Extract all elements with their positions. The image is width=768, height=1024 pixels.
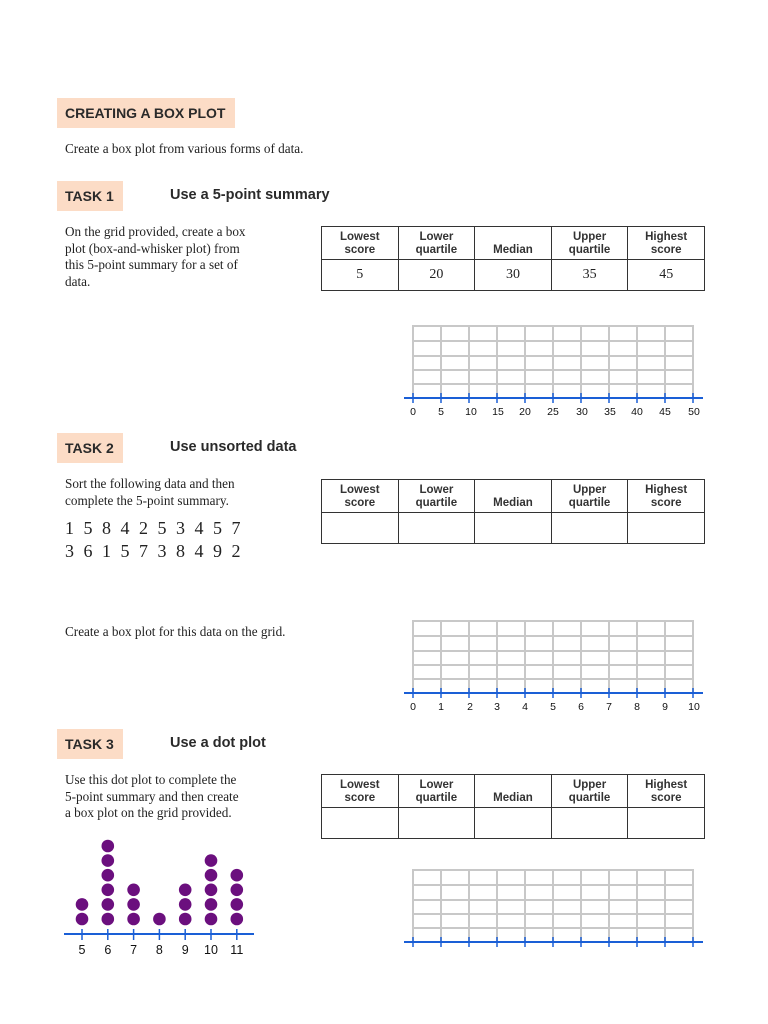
task2-instructions-line: Sort the following data and then (65, 476, 235, 491)
task2-instructions (65, 476, 235, 509)
task1-axis-tick-label: 10 (465, 406, 477, 418)
task1-grid[interactable] (400, 318, 710, 418)
dot-plot-dot (76, 898, 89, 911)
task1-axis-tick-label: 0 (410, 406, 416, 418)
input-highest-score[interactable] (628, 808, 705, 839)
header-highest-score: Highest score (628, 480, 705, 513)
input-lower-quartile[interactable] (398, 513, 475, 544)
task1-label-text: TASK 1 (65, 188, 114, 204)
dot-plot-dot (153, 913, 166, 926)
task1-instructions-line: On the grid provided, create a box (65, 224, 246, 239)
dot-plot-dot (127, 898, 140, 911)
task2-axis-tick-label: 0 (410, 701, 416, 713)
dot-plot-dot (102, 913, 115, 926)
task2-axis-tick-label: 10 (688, 701, 700, 713)
task2-axis-tick-label: 7 (606, 701, 612, 713)
task1-instructions-line: plot (box-and-whisker plot) from (65, 240, 240, 256)
header-highest-score: Highest score (628, 227, 705, 260)
task1-instructions (65, 224, 246, 290)
value-highest-score: 45 (628, 260, 705, 291)
task3-summary-table (321, 774, 705, 839)
task2-grid[interactable] (400, 613, 710, 713)
task1-axis-tick-label: 35 (604, 406, 616, 418)
dot-plot-dot (179, 898, 192, 911)
dot-plot-dot (205, 913, 218, 926)
dot-plot-dot (76, 913, 89, 926)
task1-axis-tick-label: 25 (547, 406, 559, 418)
header-lowest-score: Lowest score (322, 227, 399, 260)
input-median[interactable] (475, 513, 552, 544)
input-lowest-score[interactable] (322, 513, 399, 544)
dot-plot-dot (179, 913, 192, 926)
task2-label-text: TASK 2 (65, 440, 114, 456)
worksheet-title (57, 98, 235, 128)
dot-plot-tick-label: 11 (230, 943, 244, 957)
task3-instructions-line: Use this dot plot to complete the (65, 772, 237, 787)
header-highest-score: Highest score (628, 775, 705, 808)
dot-plot-dot (231, 898, 244, 911)
task2-grid-lines (413, 621, 693, 693)
task2-data-set (65, 517, 243, 563)
dot-plot-tick-label: 5 (78, 943, 86, 957)
header-upper-quartile: Upper quartile (551, 775, 628, 808)
task1-axis-tick-label: 50 (688, 406, 700, 418)
task2-data-row: 1 5 8 4 2 5 3 4 5 7 (65, 518, 243, 538)
dot-plot-dot (205, 898, 218, 911)
header-upper-quartile: Upper quartile (551, 480, 628, 513)
task3-instructions-line: 5-point summary and then create (65, 788, 239, 804)
header-lowest-score: Lowest score (322, 480, 399, 513)
dot-plot-dot (127, 884, 140, 897)
task2-instructions-line: complete the 5-point summary. (65, 492, 229, 508)
dot-plot-dot (102, 854, 115, 867)
dot-plot-dot (102, 884, 115, 897)
task1-axis-tick-label: 5 (438, 406, 444, 418)
header-lower-quartile: Lower quartile (398, 480, 475, 513)
value-upper-quartile: 35 (551, 260, 628, 291)
header-median: Median (475, 775, 552, 808)
header-median: Median (475, 480, 552, 513)
task3-grid[interactable] (400, 862, 710, 952)
task1-axis-tick-label: 20 (519, 406, 531, 418)
task3-grid-lines (413, 870, 693, 942)
task3-label (57, 729, 123, 759)
task1-grid-lines (413, 326, 693, 398)
task2-axis-tick-label: 3 (494, 701, 500, 713)
task2-axis-tick-label: 2 (467, 701, 473, 713)
worksheet-intro: Create a box plot from various forms of data. (65, 141, 304, 156)
dot-plot-dot (102, 898, 115, 911)
input-highest-score[interactable] (628, 513, 705, 544)
dot-plot-tick-label: 6 (104, 943, 112, 957)
dot-plot-dot (205, 869, 218, 882)
task2-axis-tick-label: 9 (662, 701, 668, 713)
dot-plot-dot (205, 884, 218, 897)
header-upper-quartile: Upper quartile (551, 227, 628, 260)
dot-plot-dot (127, 913, 140, 926)
dot-plot-dot (102, 840, 115, 853)
dot-plot-tick-label: 8 (155, 943, 163, 957)
input-median[interactable] (475, 808, 552, 839)
task2-axis-tick-label: 8 (634, 701, 640, 713)
input-lowest-score[interactable] (322, 808, 399, 839)
dot-plot-dot (231, 913, 244, 926)
task2-axis-tick-label: 6 (578, 701, 584, 713)
task3-instructions (65, 772, 239, 822)
task2-data-row: 3 6 1 5 7 3 8 4 9 2 (65, 541, 243, 561)
value-median: 30 (475, 260, 552, 291)
dot-plot-dot (205, 854, 218, 867)
dot-plot-dot (231, 869, 244, 882)
task2-axis-tick-label: 5 (550, 701, 556, 713)
dot-plot-tick-label: 7 (130, 943, 138, 957)
value-lowest-score: 5 (322, 260, 399, 291)
dot-plot-tick-label: 10 (204, 943, 218, 957)
task2-summary-table (321, 479, 705, 544)
task2-axis-tick-label: 1 (438, 701, 444, 713)
header-lower-quartile: Lower quartile (398, 775, 475, 808)
dot-plot (60, 836, 260, 960)
input-lower-quartile[interactable] (398, 808, 475, 839)
task1-axis-tick-label: 45 (659, 406, 671, 418)
task2-label (57, 433, 123, 463)
task1-summary-table (321, 226, 705, 291)
worksheet-title-text: CREATING A BOX PLOT (65, 105, 226, 121)
task3-instructions-line: a box plot on the grid provided. (65, 805, 232, 820)
dot-plot-tick-label: 9 (181, 943, 189, 957)
task1-axis-tick-label: 30 (576, 406, 588, 418)
task1-label (57, 181, 123, 211)
header-median: Median (475, 227, 552, 260)
task1-title: Use a 5-point summary (170, 187, 330, 203)
input-upper-quartile[interactable] (551, 808, 628, 839)
task1-instructions-line: data. (65, 273, 91, 289)
task2-title: Use unsorted data (170, 439, 297, 455)
dot-plot-dot (102, 869, 115, 882)
task3-title: Use a dot plot (170, 735, 266, 751)
header-lowest-score: Lowest score (322, 775, 399, 808)
dot-plot-dot (231, 884, 244, 897)
task2-grid-instructions: Create a box plot for this data on the grid. (65, 624, 286, 639)
task1-axis-tick-label: 15 (492, 406, 504, 418)
value-lower-quartile: 20 (398, 260, 475, 291)
header-lower-quartile: Lower quartile (398, 227, 475, 260)
task1-axis-tick-label: 40 (631, 406, 643, 418)
input-upper-quartile[interactable] (551, 513, 628, 544)
task2-axis-tick-label: 4 (522, 701, 528, 713)
task1-instructions-line: this 5-point summary for a set of (65, 257, 238, 272)
dot-plot-dot (179, 884, 192, 897)
task3-label-text: TASK 3 (65, 736, 114, 752)
